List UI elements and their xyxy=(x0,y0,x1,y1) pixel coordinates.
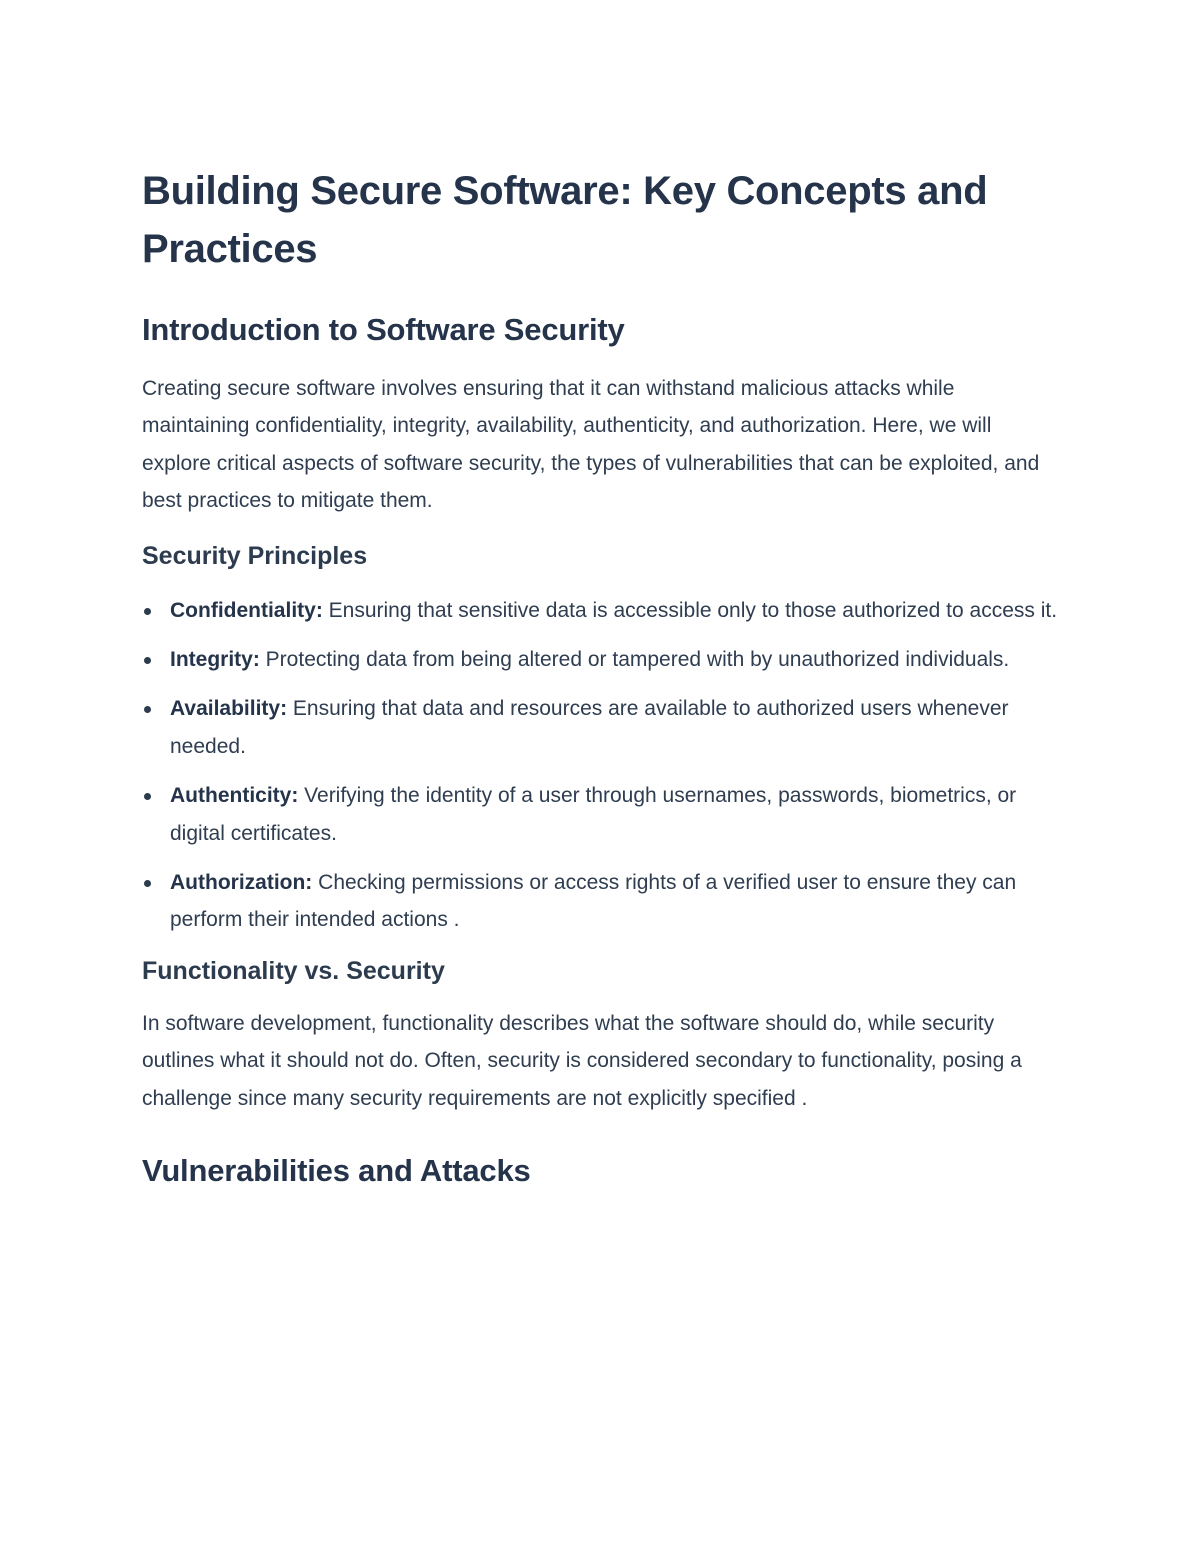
principle-description: Ensuring that data and resources are available to authorized users whenever needed. xyxy=(170,697,1009,758)
principle-term: Confidentiality: xyxy=(170,598,323,622)
document-title: Building Secure Software: Key Concepts and Practices xyxy=(142,169,988,271)
bullet-icon xyxy=(144,880,151,887)
principle-description: Protecting data from being altered or tampered with by unauthorized individuals. xyxy=(259,648,1010,672)
principle-term: Availability: xyxy=(170,697,288,721)
document-page xyxy=(142,162,1062,1193)
principle-term: Authorization: xyxy=(170,871,313,895)
list-item xyxy=(142,641,1062,678)
list-item xyxy=(142,690,1062,765)
intro-paragraph: Creating secure software involves ensuring that it can withstand malicious attacks while maintaining confidentiality, integrity, availability, authenticity, and authorization. Here, we will explore critical aspects of software security, the types of vulnerabilities that can be exploited, and best practices to mitigate them. xyxy=(142,377,1040,513)
list-item xyxy=(142,777,1062,852)
principle-description: Checking permissions or access rights of a verified user to ensure they can perform their intended actions . xyxy=(170,871,1017,932)
functionality-heading: Functionality vs. Security xyxy=(142,956,445,985)
bullet-icon xyxy=(144,706,151,713)
list-item xyxy=(142,864,1062,939)
bullet-icon xyxy=(144,793,151,800)
vulnerabilities-heading: Vulnerabilities and Attacks xyxy=(142,1153,531,1189)
principle-term: Integrity: xyxy=(170,648,260,672)
intro-heading: Introduction to Software Security xyxy=(142,312,625,347)
principle-description: Ensuring that sensitive data is accessible only to those authorized to access it. xyxy=(322,598,1058,622)
bullet-icon xyxy=(144,657,151,664)
principles-list xyxy=(142,592,1062,939)
principles-heading: Security Principles xyxy=(142,541,368,570)
bullet-icon xyxy=(144,608,151,615)
principle-term: Authenticity: xyxy=(170,784,299,808)
functionality-paragraph: In software development, functionality describes what the software should do, while security outlines what it should not do. Often, security is considered secondary to functionality, posing a challenge since many security requirements are not explicitly specified . xyxy=(142,1011,1022,1110)
principle-description: Verifying the identity of a user through usernames, passwords, biometrics, or digital certificates. xyxy=(170,784,1017,845)
list-item xyxy=(142,592,1062,629)
